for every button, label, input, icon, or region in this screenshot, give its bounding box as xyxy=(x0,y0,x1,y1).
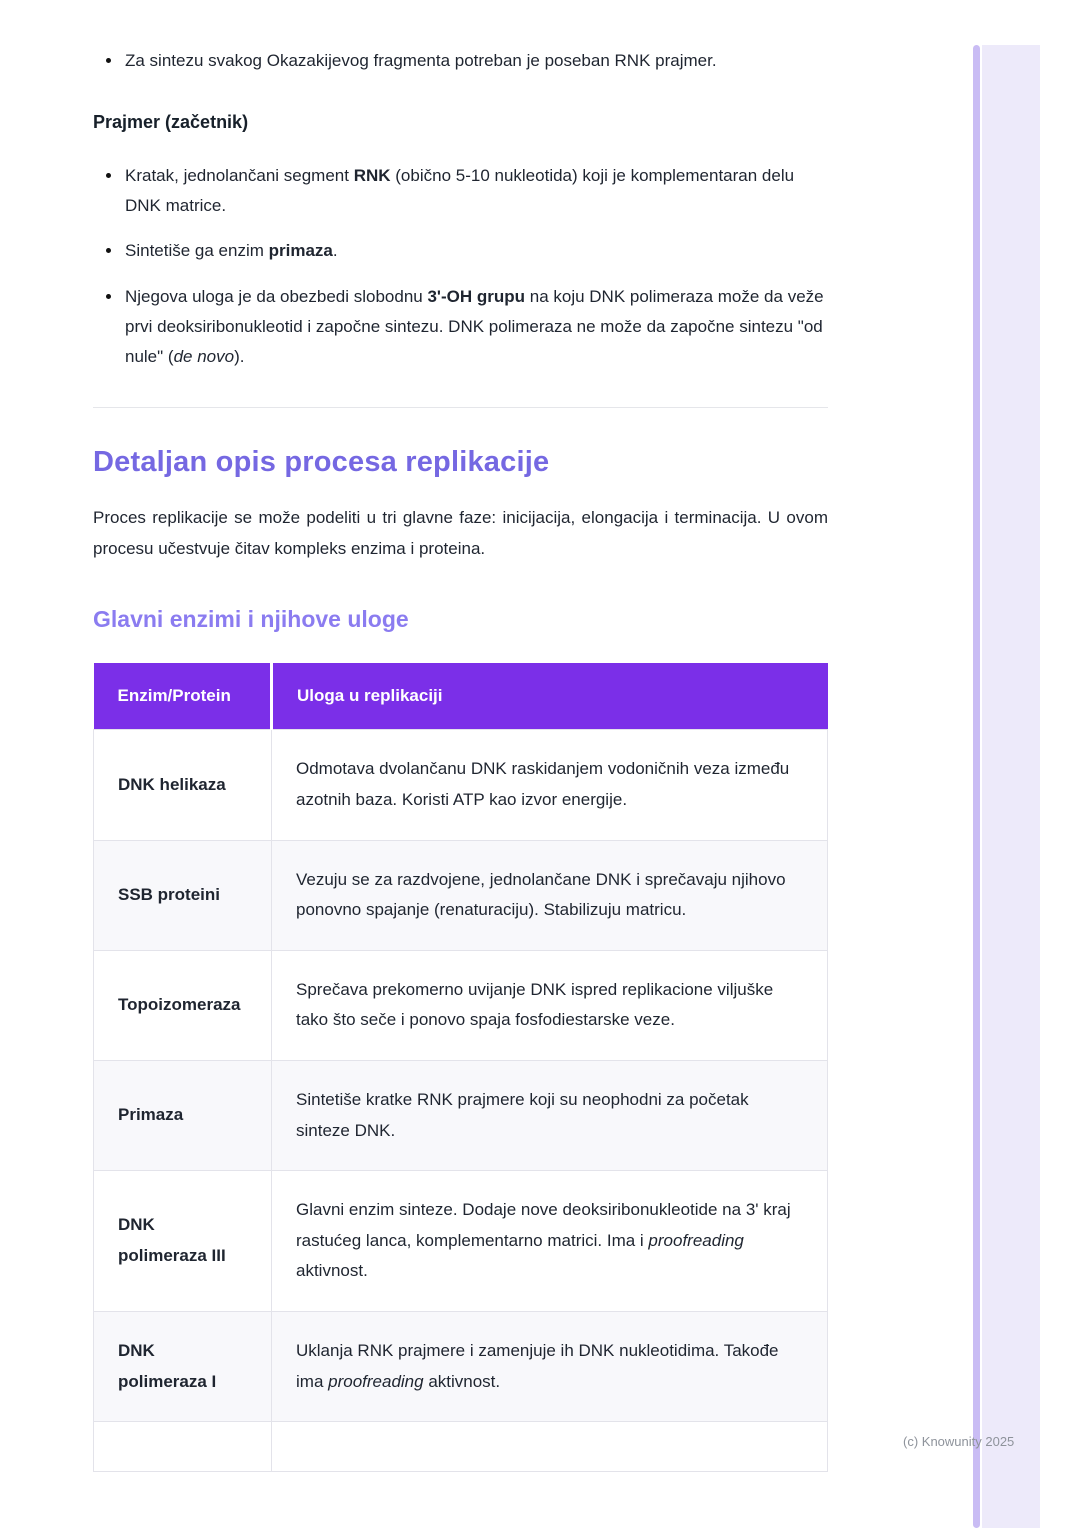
enzyme-role-cell xyxy=(272,1061,828,1171)
enzyme-name-cell: Topoizomeraza xyxy=(94,950,272,1060)
list-item-text: Sintetiše ga enzim primaza. xyxy=(125,241,338,261)
page-section-title: Detaljan opis procesa replikacije xyxy=(93,446,550,479)
list-item xyxy=(123,282,828,371)
cell-text: Vezuju se za razdvojene, jednolančane DNK i sprečavaju njihovo ponovno spajanje (renaturaciju). Stabilizuju matricu. xyxy=(296,869,786,920)
enzyme-name-cell: Primaza xyxy=(94,1061,272,1171)
enzyme-role-cell xyxy=(272,1422,828,1472)
enzyme-role-cell xyxy=(272,840,828,950)
column-header-enzyme: Enzim/Protein xyxy=(94,663,272,730)
enzyme-name-cell: DNK polimeraza III xyxy=(94,1171,272,1312)
column-header-role: Uloga u replikaciji xyxy=(272,663,828,730)
table-row xyxy=(94,950,828,1060)
table-row xyxy=(94,1311,828,1421)
enzyme-role-cell xyxy=(272,1171,828,1312)
document-content xyxy=(93,0,828,1472)
enzyme-name-cell: SSB proteini xyxy=(94,840,272,950)
table-row xyxy=(94,1061,828,1171)
cell-text: Sprečava prekomerno uvijanje DNK ispred replikacione viljuške tako što seče i ponovo spaja fosfodiestarske veze. xyxy=(296,979,774,1030)
cell-text: Sintetiše kratke RNK prajmere koji su neophodni za početak sinteze DNK. xyxy=(296,1090,749,1140)
enzyme-table xyxy=(93,663,828,1472)
cell-text: Glavni enzim sinteze. Dodaje nove deoksiribonukleotide na 3' kraj rastućeg lanca, komplementarno matrici. Ima i proofreading aktivnost. xyxy=(296,1200,791,1281)
prajmer-list xyxy=(93,161,828,372)
enzyme-role-cell xyxy=(272,1311,828,1421)
enzyme-name-cell: DNK helikaza xyxy=(94,730,272,840)
table-row xyxy=(94,730,828,840)
cell-text: Odmotava dvolančanu DNK raskidanjem vodoničnih veza između azotnih baza. Koristi ATP kao izvor energije. xyxy=(296,759,790,810)
section-heading-prajmer: Prajmer (začetnik) xyxy=(93,111,249,132)
scrollbar-thumb[interactable] xyxy=(973,45,980,1528)
list-item-text: Za sintezu svakog Okazakijevog fragmenta potreban je poseban RNK prajmer. xyxy=(125,51,717,70)
enzyme-role-cell xyxy=(272,730,828,840)
table-row xyxy=(94,840,828,950)
table-header xyxy=(94,663,828,730)
list-item-text: Kratak, jednolančani segment RNK (obično 5-10 nukleotida) koji je komplementaran delu DNK matrice. xyxy=(125,165,795,215)
section-paragraph: Proces replikacije se može podeliti u tri glavne faze: inicijacija, elongacija i terminacija. U ovom procesu učestvuje čitav kompleks enzima i proteina. xyxy=(93,508,828,558)
footer-credit: (c) Knowunity 2025 xyxy=(903,1434,1015,1449)
enzyme-role-cell xyxy=(272,950,828,1060)
cell-text: Uklanja RNK prajmere i zamenjuje ih DNK nukleotidima. Takođe ima proofreading aktivnost. xyxy=(296,1340,779,1391)
list-item xyxy=(123,161,828,221)
table-header-row xyxy=(94,663,828,730)
enzyme-name-cell xyxy=(94,1422,272,1472)
table-row xyxy=(94,1171,828,1312)
list-item xyxy=(123,46,828,76)
subsection-title: Glavni enzimi i njihove uloge xyxy=(93,606,409,633)
section-divider xyxy=(93,407,828,408)
side-scroll-track xyxy=(982,45,1040,1528)
enzyme-name-cell: DNK polimeraza I xyxy=(94,1311,272,1421)
table-row-partial xyxy=(94,1422,828,1472)
list-item-text: Njegova uloga je da obezbedi slobodnu 3'-OH grupu na koju DNK polimeraza može da veže prvi deoksiribonukleotid i započne sintezu. DNK polimeraza ne može da započne sintezu "od nule" (de novo). xyxy=(125,287,824,366)
intro-list xyxy=(93,46,828,76)
list-item xyxy=(123,236,828,266)
